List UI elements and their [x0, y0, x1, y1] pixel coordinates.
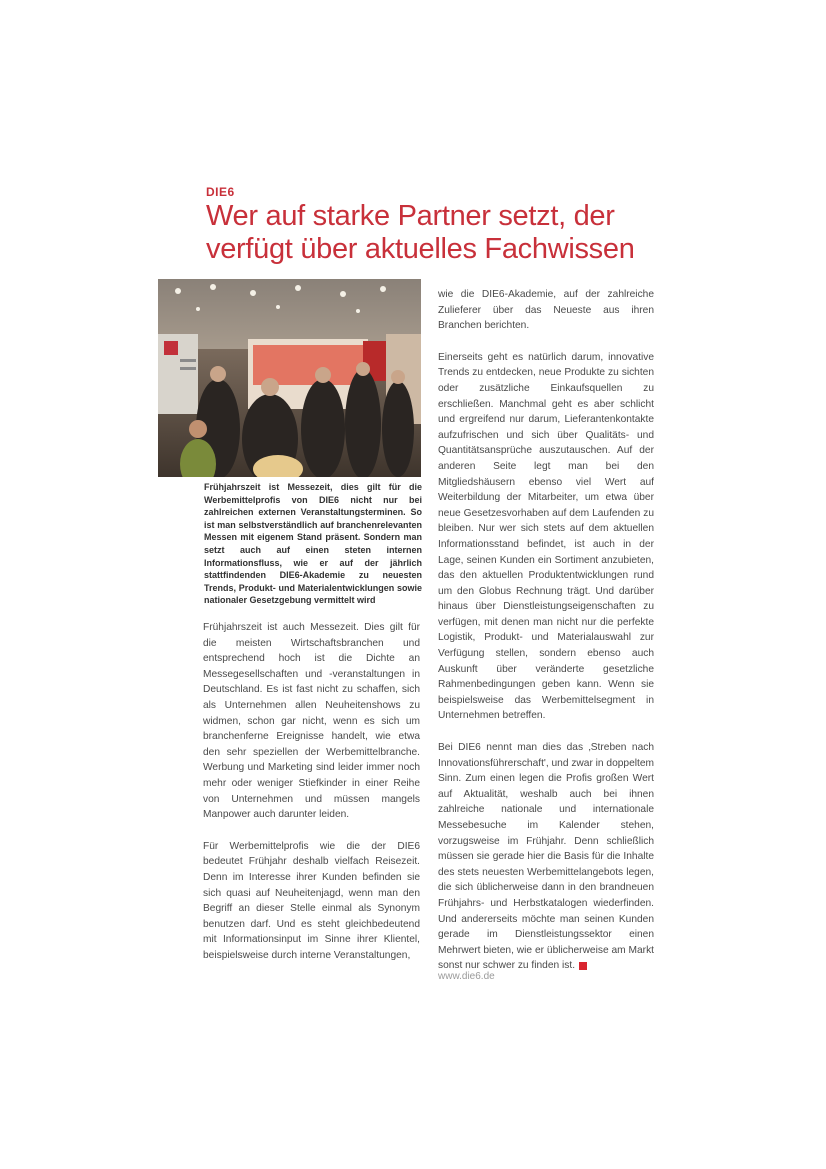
- paragraph: Für Werbemittelprofis wie die der DIE6 bedeutet Frühjahr deshalb vielfach Reisezeit. Denn im Interesse ihrer Kunden befinden sie sich quasi auf Neuheitenjagd, wenn man den Begriff an dieser Stelle einmal als Synonym benutzen darf. Und es steht gleichbedeutend mit Informationsinput im Sinne ihrer Klientel, beispielsweise durch interne Veranstaltungen,: [203, 840, 420, 961]
- website-link[interactable]: www.die6.de: [438, 971, 495, 982]
- trade-fair-photo-image: [158, 279, 421, 477]
- article-headline: Wer auf starke Partner setzt, der verfügt über aktuelles Fachwissen: [206, 200, 635, 265]
- section-kicker: DIE6: [206, 185, 235, 199]
- paragraph-text: Bei DIE6 nennt man dies das ‚Streben nach Innovationsführerschaft', und zwar in doppeltem Sinn. Zum einen legen die Profis großen Wert auf Aktualität, weshalb auch bei ihnen zahlreiche nationale und internationale Messebesuche im Kalender stehen, vorzugsweise im Frühjahr. Denn schließlich müssen sie gerade hier die Basis für die Inhalte des stets neuesten Werbemittelangebots legen, die sich üblicherweise dann in den brandneuen Frühjahrs- und Herbstkatalogen wiederfinden. Und andererseits möchte man seinen Kunden gerade im Dienstleistungssektor einen Mehrwert bieten, wie er üblicherweise am Markt sonst nur schwer zu finden ist.: [438, 742, 655, 972]
- right-text-column: [438, 287, 654, 990]
- paragraph: wie die DIE6-Akademie, auf der zahlreiche Zulieferer über das Neueste aus ihren Branchen berichten.: [438, 289, 654, 332]
- left-text-column: [203, 620, 420, 979]
- end-of-article-mark: [579, 962, 587, 970]
- paragraph-last: [438, 740, 654, 974]
- paragraph: Frühjahrszeit ist auch Messezeit. Dies gilt für die meisten Wirtschaftsbranchen und entsprechend hoch ist die Dichte an Messegesellschaften und -veranstaltungen in Deutschland. Es ist fast nicht zu schaffen, sich als Unternehmen allen Neuheitenshows zu widmen, schon gar nicht, wenn es sich um branchenferne Ereignisse handelt, wie etwa den sehr speziellen der Werbemittelbranche. Werbung und Marketing sind leider immer noch mehr oder weniger Stiefkinder in einer Reihe von Unternehmen und müssen mangels Manpower auch darunter leiden.: [203, 622, 420, 821]
- paragraph: Einerseits geht es natürlich darum, innovative Trends zu entdecken, neue Produkte zu sichten oder zusätzliche Einkaufsquellen zu erschließen. Manchmal geht es aber schlicht und ergreifend nur darum, Lieferantenkontakte aufzufrischen und sich über Qualitäts- und Quantitätsansprüche auszutauschen. Auf der anderen Seite legt man bei den Mitgliedshäusern ebenso viel Wert auf Weiterbildung der Mitarbeiter, um etwa über neue Gesetzesvorhaben auf dem Laufenden zu bleiben. Nur wer sich stets auf dem aktuellen Informationsstand befindet, ist auch in der Lage, seinen Kunden ein Sortiment anzubieten, das den aktuellen Produktentwicklungen rund um den Globus Rechnung trägt. Und darüber hinaus über Dienstleistungseigenschaften zu verfügen, mit denen man nicht nur die perfekte Logistik, Produkt- und Materialauswahl zur Verfügung stellen, sondern ebenso auch Auskunft über veränderte gesetzliche Rahmenbedingungen geben kann. Wenn sie beispielsweise das Werbemittelsegment in Unternehmen betreffen.: [438, 351, 654, 722]
- trade-fair-photo: [158, 279, 421, 477]
- photo-caption: Frühjahrszeit ist Messezeit, dies gilt für die Werbemittelprofis von DIE6 nicht nur bei zahlreichen externen Veranstaltungsterminen. So ist man selbstverständlich auf branchenrelevanten Messen mit eigenem Stand präsent. Sondern man setzt auch auf einen steten internen Informationsfluss, wie er auf der jährlich stattfindenden DIE6-Akademie zu neuesten Trends, Produkt- und Materialentwicklungen sowie nationaler Gesetzgebung vermittelt wird: [204, 482, 422, 606]
